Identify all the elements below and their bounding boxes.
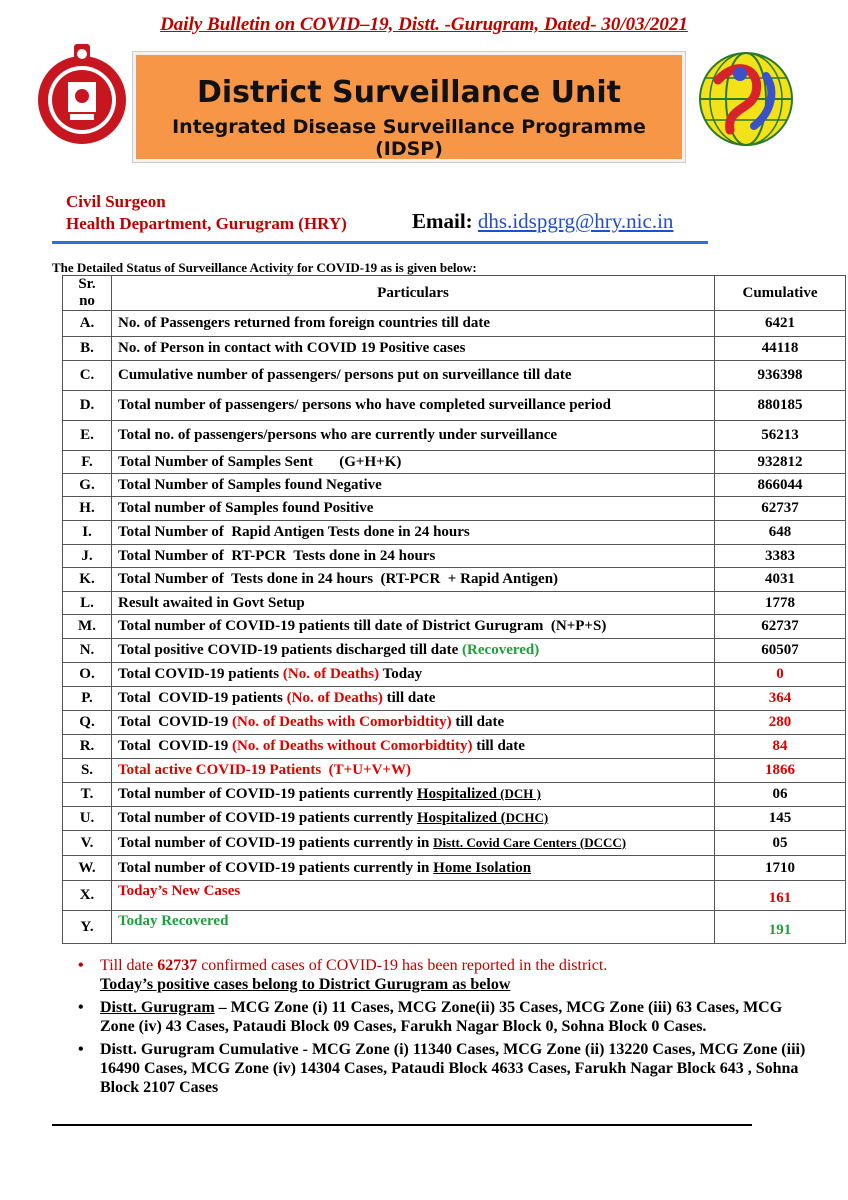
row-sr: Y.: [63, 911, 112, 944]
row-cumulative: 191: [715, 911, 846, 944]
facility-label: (DCH ): [496, 786, 541, 801]
issuer-block: [66, 191, 347, 235]
table-row: [63, 421, 846, 451]
note3-text: Distt. Gurugram Cumulative - MCG Zone (i) 11340 Cases, MCG Zone (ii) 13220 Cases, MCG Zone (iii) 16490 Cases, MCG Zone (iv) 14304 Cases, Pataudi Block 4633 Cases, Farukh Nagar Block 643 , Sohna Block 2107 Cases: [100, 1041, 806, 1096]
surveillance-status-table: [62, 275, 846, 944]
row-cumulative: 1778: [715, 592, 846, 615]
facility-label: Distt. Covid Care Centers (DCCC): [433, 834, 627, 850]
row-cumulative: 280: [715, 711, 846, 735]
row-cumulative: 62737: [715, 497, 846, 521]
table-row: [63, 545, 846, 568]
row-cumulative: 05: [715, 831, 846, 856]
district-surveillance-banner: [133, 52, 685, 162]
row-sr: S.: [63, 759, 112, 783]
row-particulars: Total Number of Samples Sent (G+H+K): [112, 451, 715, 474]
row-text: Total COVID-19: [118, 714, 233, 730]
row-cumulative: 364: [715, 687, 846, 711]
header-particulars: Particulars: [112, 276, 715, 311]
table-row: [63, 639, 846, 663]
row-cumulative: 60507: [715, 639, 846, 663]
row-particulars: Total Number of Tests done in 24 hours (RT-PCR + Rapid Antigen): [112, 568, 715, 592]
table-row: [63, 783, 846, 807]
row-particulars: [112, 783, 715, 807]
table-row: [63, 391, 846, 421]
table-row: [63, 856, 846, 881]
row-cumulative: 62737: [715, 615, 846, 639]
row-sr: T.: [63, 783, 112, 807]
bulletin-title: Daily Bulletin on COVID–19, Distt. -Gurugram, Dated- 30/03/2021: [160, 14, 688, 35]
row-sr: B.: [63, 337, 112, 361]
table-row: [63, 807, 846, 831]
row-sr: D.: [63, 391, 112, 421]
note-today-by-zone: [78, 998, 808, 1036]
idsp-globe-logo: [696, 50, 796, 148]
table-row: [63, 615, 846, 639]
note1-number: 62737: [157, 957, 198, 974]
row-sr: V.: [63, 831, 112, 856]
row-sr: E.: [63, 421, 112, 451]
row-suffix: till date: [382, 690, 436, 706]
row-particulars: Today’s New Cases: [112, 881, 715, 911]
row-cumulative: 0: [715, 663, 846, 687]
row-particulars: [112, 711, 715, 735]
note-total-confirmed: [78, 956, 808, 994]
row-particulars: Total number of COVID-19 patients till date of District Gurugram (N+P+S): [112, 615, 715, 639]
row-cumulative: 3383: [715, 545, 846, 568]
row-sr: A.: [63, 311, 112, 337]
row-particulars: Total Number of Samples found Negative: [112, 474, 715, 497]
row-text: Total COVID-19 patients: [118, 666, 283, 682]
row-particulars: No. of Person in contact with COVID 19 Positive cases: [112, 337, 715, 361]
row-cumulative: 84: [715, 735, 846, 759]
email-link[interactable]: dhs.idspgrg@hry.nic.in: [477, 209, 674, 233]
table-row: [63, 687, 846, 711]
row-sr: M.: [63, 615, 112, 639]
table-row: [63, 311, 846, 337]
row-cumulative: 932812: [715, 451, 846, 474]
row-particulars: [112, 807, 715, 831]
row-particulars: Total number of passengers/ persons who have completed surveillance period: [112, 391, 715, 421]
row-sr: F.: [63, 451, 112, 474]
recovered-label: (Recovered): [462, 642, 540, 658]
hospitalized-label: Hospitalized (: [416, 810, 506, 826]
hospitalized-label: Hospitalized: [416, 786, 497, 802]
table-row: [63, 521, 846, 545]
row-particulars: Total number of Samples found Positive: [112, 497, 715, 521]
table-row: [63, 337, 846, 361]
table-row: [63, 568, 846, 592]
row-cumulative: 161: [715, 881, 846, 911]
deaths-label: (No. of Deaths with Comorbidtity): [232, 714, 452, 730]
row-particulars: No. of Passengers returned from foreign countries till date: [112, 311, 715, 337]
row-particulars: Today Recovered: [112, 911, 715, 944]
row-cumulative: 44118: [715, 337, 846, 361]
deaths-label: (No. of Deaths without Comorbidtity): [232, 738, 473, 754]
row-sr: K.: [63, 568, 112, 592]
row-sr: H.: [63, 497, 112, 521]
bullet: •: [78, 999, 84, 1016]
footer-divider: [52, 1124, 752, 1126]
table-row: [63, 711, 846, 735]
row-cumulative: 1866: [715, 759, 846, 783]
issuer-line-1: Civil Surgeon: [66, 192, 166, 211]
row-text: Total number of COVID-19 patients currently: [118, 786, 417, 802]
row-cumulative: 648: [715, 521, 846, 545]
row-particulars: Cumulative number of passengers/ persons put on surveillance till date: [112, 361, 715, 391]
row-cumulative: 06: [715, 783, 846, 807]
row-cumulative: 145: [715, 807, 846, 831]
header-sr-no: Sr. no: [63, 276, 112, 311]
row-particulars: [112, 663, 715, 687]
table-row: [63, 451, 846, 474]
row-suffix: till date: [451, 714, 505, 730]
row-sr: C.: [63, 361, 112, 391]
row-sr: N.: [63, 639, 112, 663]
table-row: [63, 881, 846, 911]
row-text: Total number of COVID-19 patients currently in: [118, 859, 434, 876]
haryana-govt-seal-logo: [34, 42, 130, 146]
note-cumulative-by-zone: [78, 1040, 808, 1097]
case-notes: [78, 956, 808, 1101]
email-label: Email:: [412, 209, 473, 233]
row-cumulative: 4031: [715, 568, 846, 592]
row-cumulative: 880185: [715, 391, 846, 421]
row-sr: G.: [63, 474, 112, 497]
deaths-label: (No. of Deaths): [286, 690, 383, 706]
row-text: Total COVID-19 patients: [118, 690, 287, 706]
row-particulars: Total Number of Rapid Antigen Tests done in 24 hours: [112, 521, 715, 545]
row-suffix: Today: [379, 666, 423, 682]
bullet: •: [78, 957, 84, 974]
row-particulars: [112, 687, 715, 711]
email-line: [412, 209, 673, 234]
header-divider: [52, 241, 708, 244]
table-row: [63, 497, 846, 521]
row-cumulative: 936398: [715, 361, 846, 391]
row-sr: O.: [63, 663, 112, 687]
table-row: [63, 663, 846, 687]
row-text: Total number of COVID-19 patients currently: [118, 810, 417, 826]
home-isolation-label: Home Isolation: [433, 859, 532, 876]
row-particulars: Result awaited in Govt Setup: [112, 592, 715, 615]
row-particulars: Total Number of RT-PCR Tests done in 24 hours: [112, 545, 715, 568]
row-particulars: Total active COVID-19 Patients (T+U+V+W): [112, 759, 715, 783]
row-text: Total number of COVID-19 patients currently in: [118, 834, 434, 851]
table-row: [63, 592, 846, 615]
note1-subheading: Today’s positive cases belong to District Gurugram as below: [100, 976, 511, 993]
table-row: [63, 759, 846, 783]
row-particulars: [112, 831, 715, 856]
row-suffix: till date: [472, 738, 525, 754]
note1-suffix: confirmed cases of COVID-19 has been reported in the district.: [197, 957, 608, 974]
row-sr: P.: [63, 687, 112, 711]
row-sr: U.: [63, 807, 112, 831]
table-caption: The Detailed Status of Surveillance Activity for COVID-19 as is given below:: [52, 260, 477, 275]
row-cumulative: 1710: [715, 856, 846, 881]
row-text: Total COVID-19: [118, 738, 233, 754]
row-sr: R.: [63, 735, 112, 759]
row-particulars: [112, 856, 715, 881]
row-sr: W.: [63, 856, 112, 881]
facility-label: DCHC): [505, 810, 549, 825]
row-text: Total positive COVID-19 patients discharged till date: [118, 642, 463, 658]
row-particulars: Total no. of passengers/persons who are currently under surveillance: [112, 421, 715, 451]
row-sr: I.: [63, 521, 112, 545]
header-cumulative: Cumulative: [715, 276, 846, 311]
table-row: [63, 911, 846, 944]
row-cumulative: 6421: [715, 311, 846, 337]
banner-subtitle: Integrated Disease Surveillance Programme (IDSP): [172, 116, 646, 160]
note1-prefix: Till date: [100, 957, 158, 974]
row-sr: Q.: [63, 711, 112, 735]
note2-text: – MCG Zone (i) 11 Cases, MCG Zone(ii) 35 Cases, MCG Zone (iii) 63 Cases, MCG Zone (iv) 43 Cases, Pataudi Block 09 Cases, Farukh Nagar Block 0, Sohna Block 0 Cases.: [100, 999, 783, 1035]
row-cumulative: 866044: [715, 474, 846, 497]
row-cumulative: 56213: [715, 421, 846, 451]
table-row: [63, 831, 846, 856]
row-particulars: [112, 639, 715, 663]
row-sr: X.: [63, 881, 112, 911]
table-row: [63, 735, 846, 759]
row-particulars: [112, 735, 715, 759]
table-row: [63, 361, 846, 391]
banner-title: District Surveillance Unit: [196, 75, 622, 110]
table-row: [63, 474, 846, 497]
table-header-row: [63, 276, 846, 311]
deaths-label: (No. of Deaths): [282, 666, 380, 682]
row-sr: J.: [63, 545, 112, 568]
note2-label: Distt. Gurugram: [100, 999, 215, 1016]
issuer-line-2: Health Department, Gurugram (HRY): [66, 214, 347, 233]
bullet: •: [78, 1041, 84, 1058]
row-sr: L.: [63, 592, 112, 615]
